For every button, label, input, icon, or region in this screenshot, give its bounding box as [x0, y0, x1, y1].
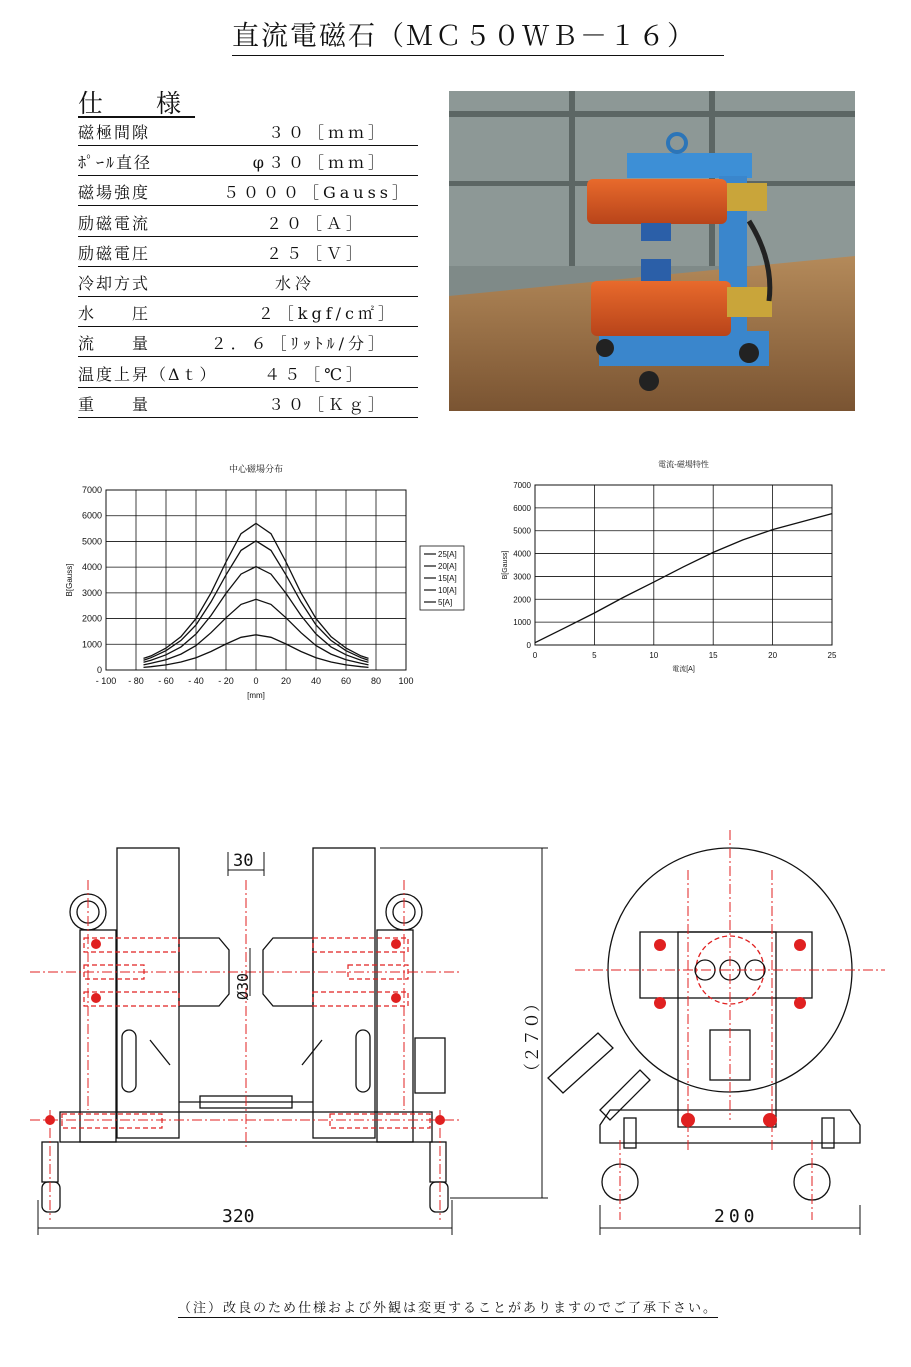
spec-label: 冷却方式 — [78, 274, 151, 293]
x-tick-label: - 40 — [188, 676, 204, 686]
spec-label: 流 量 — [78, 334, 151, 354]
x-axis-label: 電流[A] — [672, 666, 695, 673]
x-tick-label: 0 — [532, 651, 538, 660]
x-tick-label: 40 — [310, 676, 322, 686]
chart-current-field — [495, 450, 845, 694]
x-tick-label: 20 — [768, 651, 778, 660]
x-tick-label: 10 — [649, 651, 659, 660]
legend-label: 25[A] — [438, 550, 457, 559]
legend-label: 5[A] — [438, 598, 453, 607]
x-tick-label: 100 — [398, 676, 414, 686]
y-tick-label: 1000 — [81, 639, 102, 650]
spec-row — [78, 209, 418, 237]
x-tick-label: - 100 — [95, 676, 117, 686]
dim-width-side: 200 — [714, 1206, 759, 1227]
x-tick-label: 0 — [253, 676, 259, 686]
y-axis-label: B[Gauss] — [502, 550, 509, 580]
spec-row — [78, 148, 418, 176]
x-tick-label: 25 — [827, 651, 837, 660]
spec-value: ５０００［Gauss］ — [222, 183, 412, 203]
y-tick-label: 3000 — [513, 572, 531, 582]
legend-label: 20[A] — [438, 562, 457, 571]
spec-row — [78, 360, 418, 388]
spec-label: 磁極間隙 — [78, 123, 151, 142]
spec-value: ３０［Ｋｇ］ — [267, 394, 388, 414]
dim-gap: 30 — [233, 851, 254, 871]
dim-width-front: 320 — [222, 1206, 255, 1227]
chart-title: 中心磁場分布 — [228, 464, 284, 474]
y-tick-label: 1000 — [513, 618, 531, 628]
technical-drawing — [0, 820, 911, 1244]
y-tick-label: 6000 — [513, 503, 531, 513]
chart-center-field — [60, 450, 470, 724]
x-tick-label: 80 — [370, 676, 382, 686]
spec-label: 水 圧 — [78, 304, 151, 324]
spec-value: ２．６［ﾘｯﾄﾙ/分］ — [210, 334, 388, 354]
chart-title: 電流-磁場特性 — [658, 460, 709, 469]
spec-value: φ３０［ｍｍ］ — [252, 153, 388, 173]
spec-value: ３０［ｍｍ］ — [267, 123, 388, 142]
legend-label: 15[A] — [438, 574, 457, 583]
spec-label: 温度上昇（Δｔ） — [78, 364, 218, 384]
y-tick-label: 7000 — [513, 481, 531, 490]
dim-pole-diameter: Ø30 — [234, 972, 252, 1000]
spec-heading: 仕 様 — [78, 89, 196, 118]
x-tick-label: - 80 — [128, 676, 144, 686]
x-tick-label: 60 — [340, 676, 352, 686]
spec-row — [78, 299, 418, 327]
spec-label: 重 量 — [78, 394, 151, 414]
x-tick-label: - 60 — [158, 676, 174, 686]
spec-row — [78, 118, 418, 146]
dim-height: （２７０） — [523, 995, 543, 1080]
legend-label: 10[A] — [438, 586, 457, 595]
spec-row — [78, 329, 418, 357]
x-tick-label: - 20 — [218, 676, 234, 686]
front-view-centerlines — [30, 880, 460, 1220]
y-tick-label: 6000 — [81, 510, 102, 521]
spec-row — [78, 269, 418, 297]
y-tick-label: 3000 — [81, 587, 102, 598]
x-tick-label: 20 — [280, 676, 292, 686]
y-tick-label: 4000 — [81, 562, 102, 573]
y-axis-label: B[Gauss] — [65, 563, 74, 597]
y-tick-label: 2000 — [81, 613, 102, 624]
spec-value: 水冷 — [274, 274, 315, 293]
spec-row — [78, 390, 418, 418]
product-photo — [449, 91, 855, 411]
disclaimer-note: （注）改良のため仕様および外観は変更することがありますのでご了承下さい。 — [178, 1297, 718, 1318]
y-tick-label: 7000 — [81, 485, 102, 495]
side-view — [548, 848, 860, 1200]
x-tick-label: 15 — [708, 651, 718, 660]
y-tick-label: 0 — [96, 665, 102, 675]
spec-label: ﾎﾟｰﾙ直径 — [78, 153, 153, 173]
spec-row — [78, 178, 418, 206]
spec-value: ２［kgf/c㎡］ — [257, 304, 398, 324]
spec-row — [78, 239, 418, 267]
spec-label: 磁場強度 — [78, 183, 151, 203]
spec-value: ２０［Ａ］ — [265, 213, 366, 233]
x-axis-label: [mm] — [247, 691, 265, 700]
spec-value: ２５［Ｖ］ — [265, 243, 366, 263]
spec-label: 励磁電圧 — [78, 243, 151, 263]
y-tick-label: 0 — [526, 641, 531, 650]
x-tick-label: 5 — [592, 651, 597, 660]
y-tick-label: 5000 — [513, 526, 531, 536]
y-tick-label: 4000 — [513, 549, 531, 559]
y-tick-label: 2000 — [513, 595, 531, 605]
spec-label: 励磁電流 — [78, 213, 151, 233]
page-title: 直流電磁石（ＭＣ５０ＷＢ－１６） — [232, 14, 724, 56]
front-view — [42, 848, 448, 1212]
spec-value: ４５［℃］ — [264, 364, 366, 384]
y-tick-label: 5000 — [81, 536, 102, 547]
